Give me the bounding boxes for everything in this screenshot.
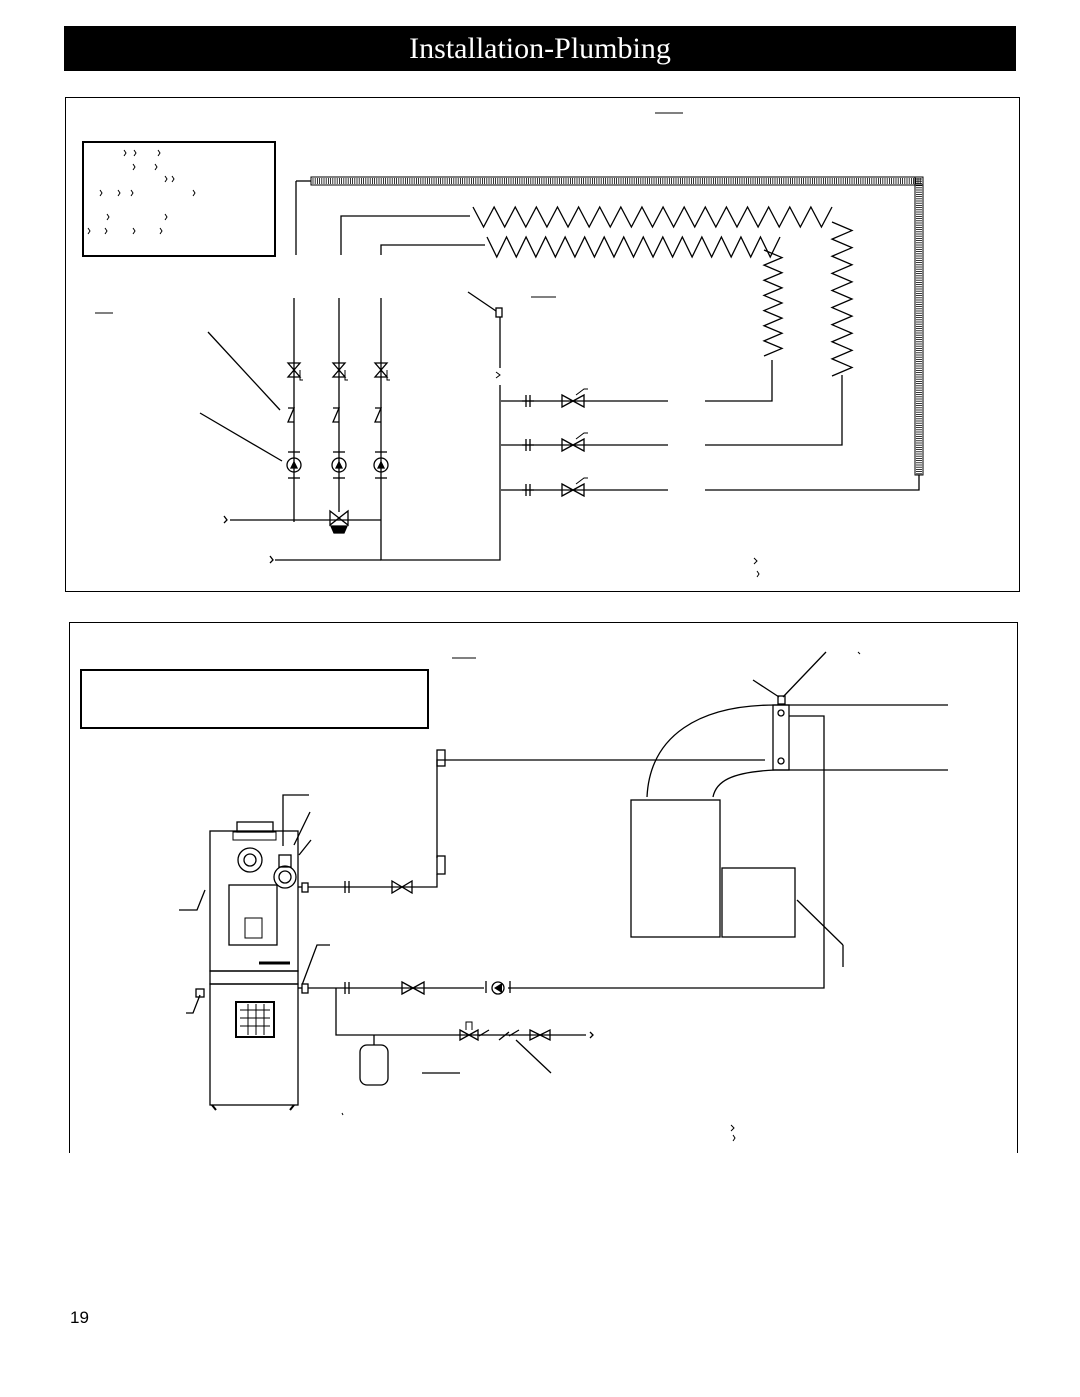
legend-marks <box>88 150 195 234</box>
unions <box>522 395 534 496</box>
actuator-icon <box>331 526 347 533</box>
baseboard-loop-4 <box>832 222 852 376</box>
baseboard-loop-3 <box>764 250 782 356</box>
mixing-valve-icon <box>330 511 348 525</box>
radiant-floor-coil <box>313 178 922 474</box>
baseboard-loop-2 <box>487 237 780 257</box>
boiler <box>196 822 308 1110</box>
flow-check-icon <box>288 408 294 422</box>
flow-check-icon <box>375 408 381 422</box>
page-title: Installation-Plumbing <box>64 26 1016 71</box>
baseboard-loop-1 <box>473 207 832 227</box>
flow-check-icon <box>333 408 339 422</box>
page-number: 19 <box>70 1308 89 1327</box>
